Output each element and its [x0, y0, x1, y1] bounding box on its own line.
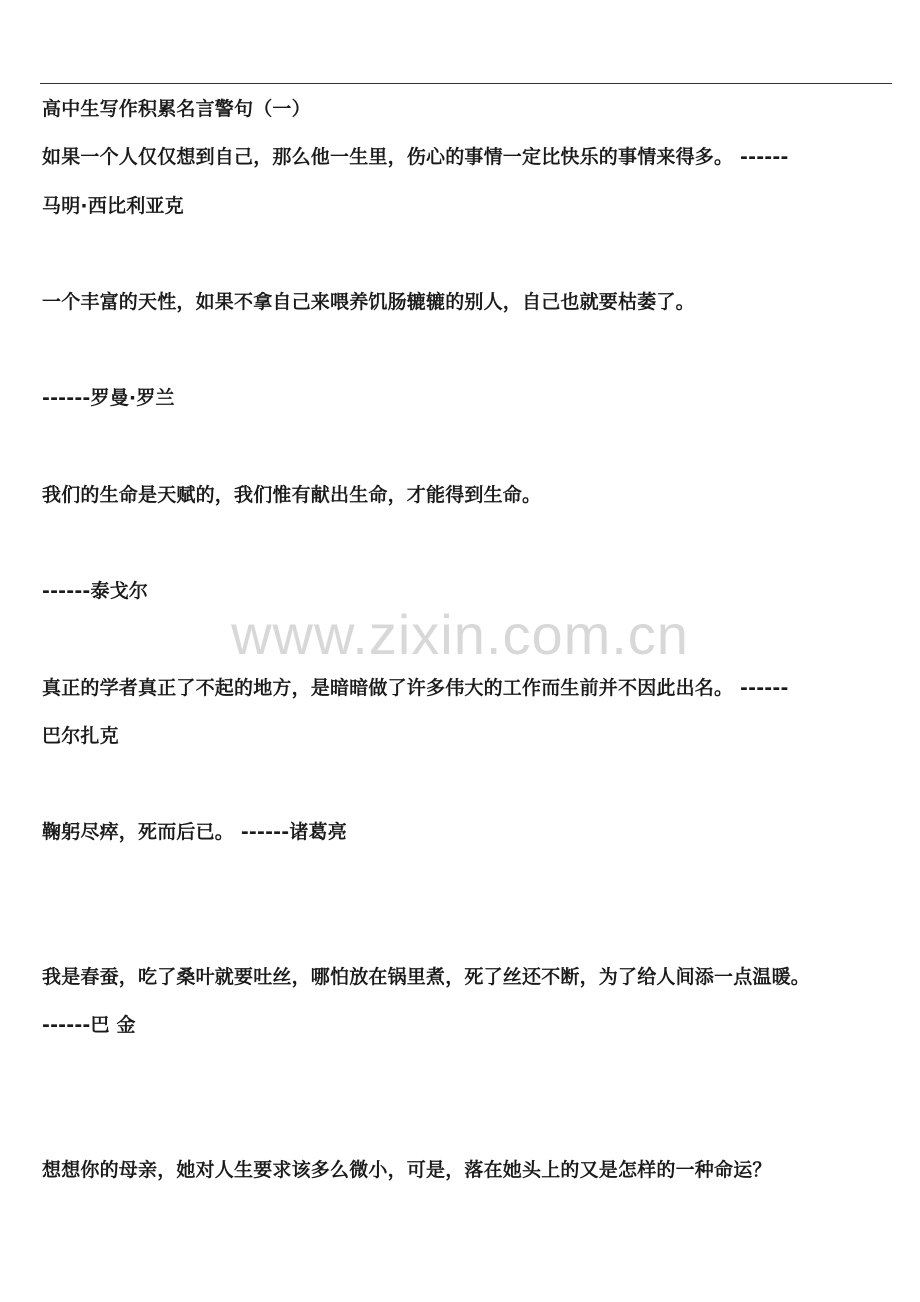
quote-line: 如果一个人仅仅想到自己，那么他一生里，伤心的事情一定比快乐的事情来得多。 ------: [42, 146, 789, 168]
quote-author: 马明·西比利亚克: [42, 195, 184, 217]
quote-line: 真正的学者真正了不起的地方，是暗暗做了许多伟大的工作而生前并不因此出名。 ------: [42, 677, 789, 699]
quote-line: 我是春蚕，吃了桑叶就要吐丝，哪怕放在锅里煮，死了丝还不断，为了给人间添一点温暖。: [42, 966, 811, 988]
quote-author: 巴尔扎克: [42, 725, 119, 747]
quote-author: ------罗曼·罗兰: [42, 387, 175, 409]
watermark: www.zixin.com.cn: [231, 603, 689, 666]
quote-author: ------巴 金: [42, 1014, 136, 1036]
header-rule: [40, 83, 892, 84]
quote-line: 一个丰富的天性，如果不拿自己来喂养饥肠辘辘的别人，自己也就要枯萎了。: [42, 291, 695, 313]
quote-line: 想想你的母亲，她对人生要求该多么微小，可是，落在她头上的又是怎样的一种命运？: [42, 1159, 772, 1181]
document-title: 高中生写作积累名言警句（一）: [42, 98, 311, 120]
quote-author: ------泰戈尔: [42, 580, 149, 602]
quote-line: 我们的生命是天赋的，我们惟有献出生命，才能得到生命。: [42, 484, 542, 506]
quote-line: 鞠躬尽瘁，死而后已。 ------诸葛亮: [42, 821, 347, 843]
